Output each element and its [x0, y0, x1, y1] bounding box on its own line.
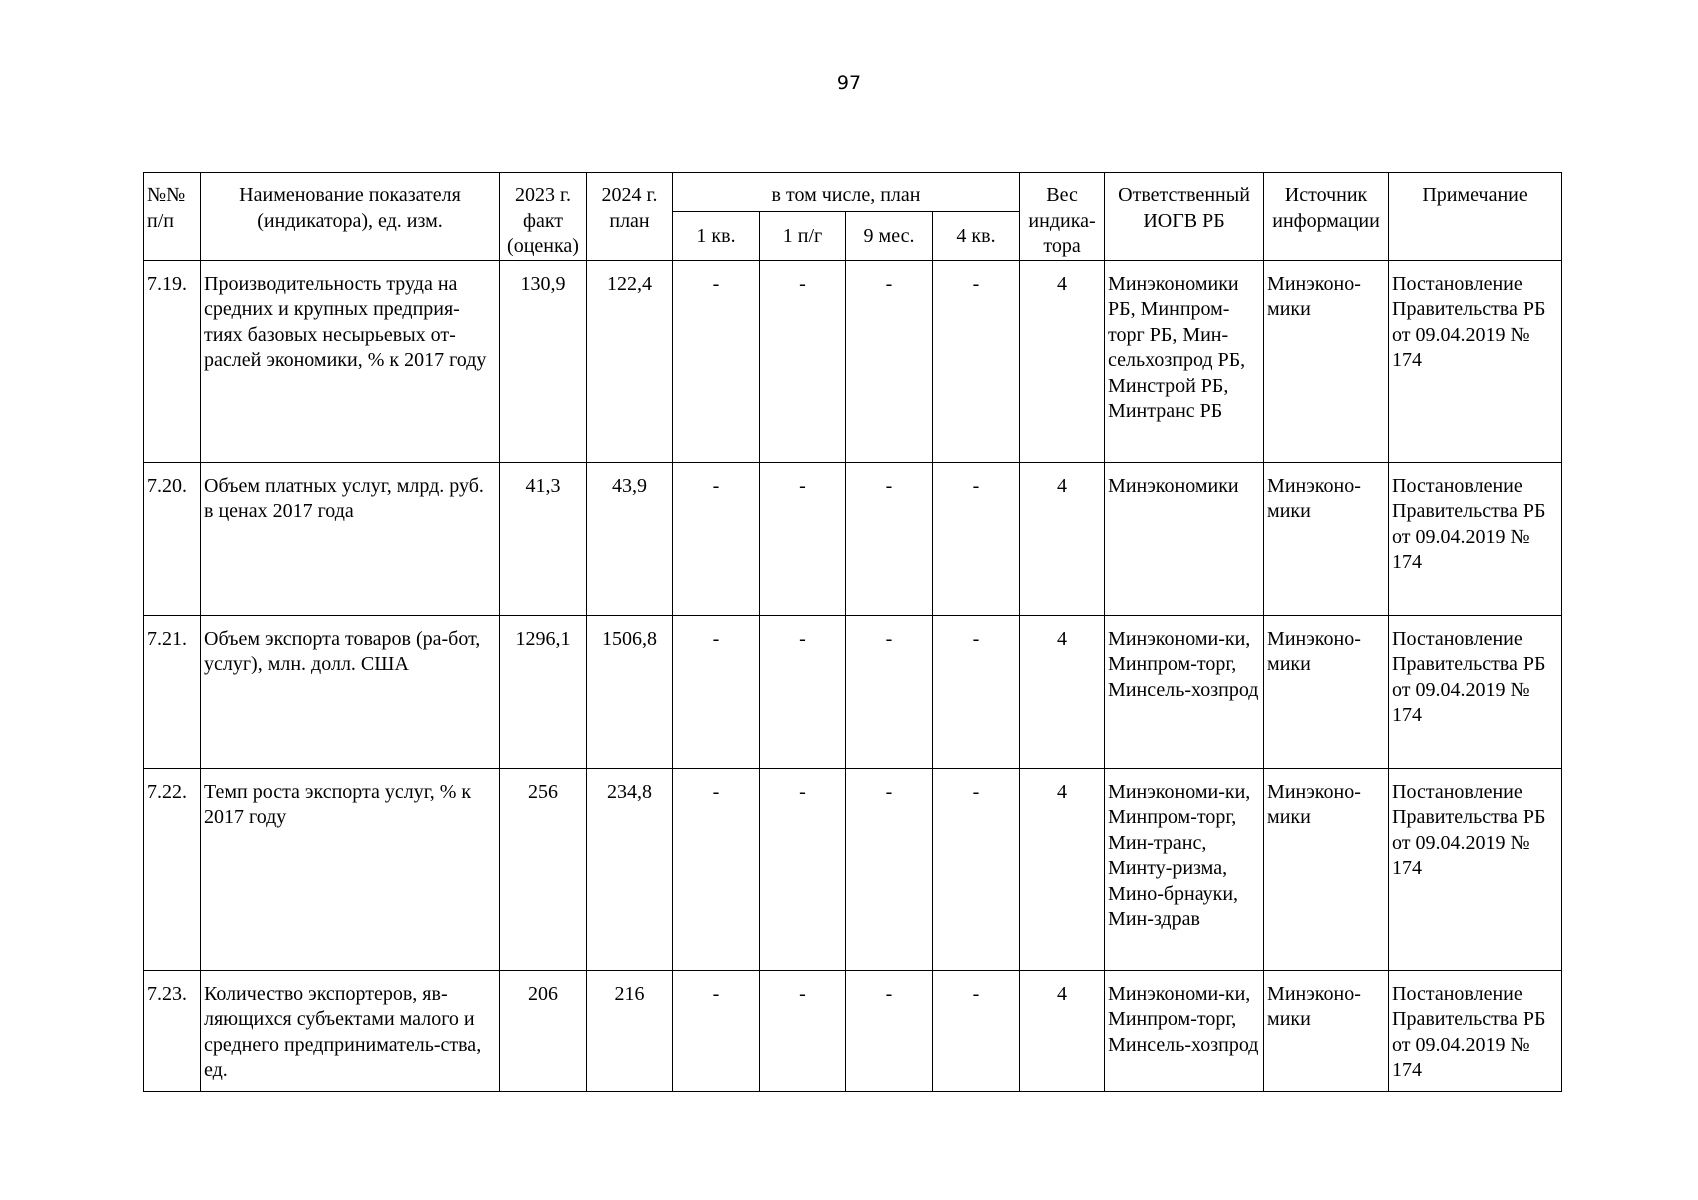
cell-q4: - [933, 615, 1020, 768]
cell-q4: - [933, 462, 1020, 615]
table-row [144, 462, 1562, 615]
cell-plan-2024: 1506,8 [587, 615, 673, 768]
cell-q1: - [673, 970, 760, 1091]
table-row [144, 260, 1562, 462]
cell-num: 7.20. [144, 462, 201, 615]
cell-note: Постановление Правительства РБ от 09.04.2019 № 174 [1389, 462, 1562, 615]
cell-source: Минэконо-мики [1264, 970, 1389, 1091]
cell-responsible: Минэкономи-ки, Минпром-торг, Минсель-хозпрод [1105, 970, 1264, 1091]
cell-fact-2023: 41,3 [500, 462, 587, 615]
cell-responsible: Минэкономи-ки, Минпром-торг, Мин-транс, Минту-ризма, Мино-брнауки, Мин-здрав [1105, 768, 1264, 970]
cell-name: Объем платных услуг, млрд. руб. в ценах 2017 года [201, 462, 500, 615]
cell-q4: - [933, 970, 1020, 1091]
cell-note: Постановление Правительства РБ от 09.04.2019 № 174 [1389, 970, 1562, 1091]
cell-q1: - [673, 615, 760, 768]
header-plan-2024: 2024 г. план [587, 173, 673, 261]
header-fact-2023: 2023 г. факт (оценка) [500, 173, 587, 261]
table-row [144, 768, 1562, 970]
cell-plan-2024: 43,9 [587, 462, 673, 615]
cell-h1: - [760, 768, 846, 970]
cell-weight: 4 [1020, 462, 1105, 615]
header-note: Примечание [1389, 173, 1562, 261]
cell-h1: - [760, 970, 846, 1091]
table-header [144, 173, 1562, 261]
cell-source: Минэконо-мики [1264, 768, 1389, 970]
cell-name: Производительность труда на средних и крупных предприя-тиях базовых несырьевых от-раслей экономики, % к 2017 году [201, 260, 500, 462]
indicators-table [143, 172, 1562, 1092]
header-weight: Вес индика-тора [1020, 173, 1105, 261]
cell-num: 7.23. [144, 970, 201, 1091]
cell-fact-2023: 256 [500, 768, 587, 970]
cell-weight: 4 [1020, 615, 1105, 768]
cell-responsible: Минэкономи-ки, Минпром-торг, Минсель-хозпрод [1105, 615, 1264, 768]
cell-responsible: Минэкономики [1105, 462, 1264, 615]
header-q1: 1 кв. [673, 212, 760, 260]
cell-note: Постановление Правительства РБ от 09.04.2019 № 174 [1389, 615, 1562, 768]
cell-q1: - [673, 462, 760, 615]
header-responsible: Ответственный ИОГВ РБ [1105, 173, 1264, 261]
cell-responsible: Минэкономики РБ, Минпром-торг РБ, Мин-сельхозпрод РБ, Минстрой РБ, Минтранс РБ [1105, 260, 1264, 462]
cell-m9: - [846, 260, 933, 462]
cell-name: Объем экспорта товаров (ра-бот, услуг), млн. долл. США [201, 615, 500, 768]
cell-q4: - [933, 768, 1020, 970]
header-name: Наименование показателя (индикатора), ед. изм. [201, 173, 500, 261]
cell-plan-2024: 122,4 [587, 260, 673, 462]
cell-weight: 4 [1020, 970, 1105, 1091]
header-q4: 4 кв. [933, 212, 1020, 260]
cell-name: Темп роста экспорта услуг, % к 2017 году [201, 768, 500, 970]
cell-m9: - [846, 615, 933, 768]
cell-source: Минэконо-мики [1264, 462, 1389, 615]
cell-fact-2023: 1296,1 [500, 615, 587, 768]
cell-q1: - [673, 260, 760, 462]
cell-fact-2023: 130,9 [500, 260, 587, 462]
cell-m9: - [846, 462, 933, 615]
header-source: Источник информации [1264, 173, 1389, 261]
header-num: №№ п/п [144, 173, 201, 261]
table-body [144, 260, 1562, 1091]
header-h1: 1 п/г [760, 212, 846, 260]
cell-h1: - [760, 462, 846, 615]
cell-m9: - [846, 768, 933, 970]
cell-q1: - [673, 768, 760, 970]
cell-source: Минэконо-мики [1264, 260, 1389, 462]
cell-plan-2024: 234,8 [587, 768, 673, 970]
cell-plan-2024: 216 [587, 970, 673, 1091]
cell-h1: - [760, 615, 846, 768]
page-number: 97 [836, 72, 862, 94]
cell-weight: 4 [1020, 260, 1105, 462]
table-row [144, 970, 1562, 1091]
cell-fact-2023: 206 [500, 970, 587, 1091]
table-row [144, 615, 1562, 768]
cell-m9: - [846, 970, 933, 1091]
cell-note: Постановление Правительства РБ от 09.04.2019 № 174 [1389, 260, 1562, 462]
cell-num: 7.21. [144, 615, 201, 768]
cell-note: Постановление Правительства РБ от 09.04.2019 № 174 [1389, 768, 1562, 970]
cell-q4: - [933, 260, 1020, 462]
cell-source: Минэконо-мики [1264, 615, 1389, 768]
cell-name: Количество экспортеров, яв-ляющихся субъектами малого и среднего предприниматель-ства, ед. [201, 970, 500, 1091]
header-m9: 9 мес. [846, 212, 933, 260]
cell-h1: - [760, 260, 846, 462]
header-plan-group: в том числе, план [673, 173, 1020, 212]
cell-num: 7.22. [144, 768, 201, 970]
cell-weight: 4 [1020, 768, 1105, 970]
cell-num: 7.19. [144, 260, 201, 462]
